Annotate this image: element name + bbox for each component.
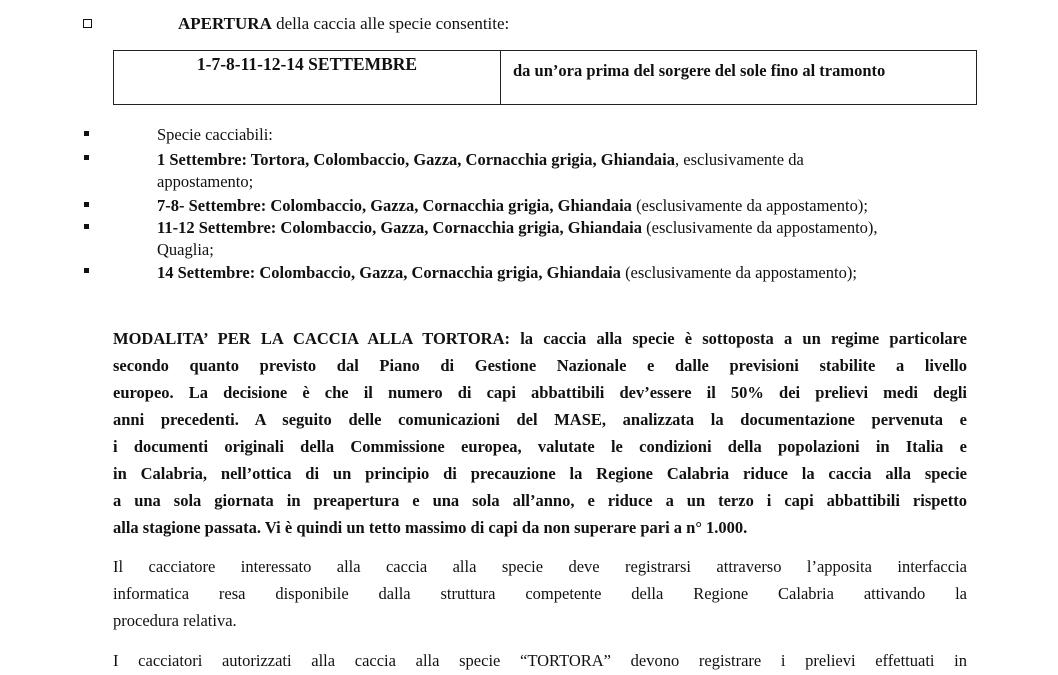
time-window-cell: da un’ora prima del sorgere del sole fino al tramonto xyxy=(513,61,886,80)
species-item-4-strong: 14 Settembre: Colombaccio, Gazza, Cornacchia grigia, Ghiandaia xyxy=(157,263,621,282)
species-item-3-continuation: Quaglia; xyxy=(157,240,214,259)
paragraph-line: informatica resa disponibile dalla struttura competente della Regione Calabria attivando la xyxy=(113,584,967,603)
paragraph-line: Il cacciatore interessato alla caccia alla specie deve registrarsi attraverso l’apposita interfaccia xyxy=(113,557,967,576)
paragraph-line: a una sola giornata in preapertura e una sola all’anno, e riduce a un terzo i capi abbattibili rispetto xyxy=(113,491,967,510)
square-bullet-icon xyxy=(84,268,89,273)
species-item-1-strong: 1 Settembre: Tortora, Colombaccio, Gazza, Cornacchia grigia, Ghiandaia xyxy=(157,150,676,169)
checkbox-bullet-icon xyxy=(83,19,92,28)
species-item-3-rest: (esclusivamente da appostamento), xyxy=(642,218,878,237)
apertura-heading xyxy=(178,14,509,34)
paragraph-harvest-recording xyxy=(113,647,967,674)
paragraph-line: anni precedenti. A seguito delle comunicazioni del MASE, analizzata la documentazione pervenuta e xyxy=(113,410,967,429)
paragraph-line: europeo. La decisione è che il numero di capi abbattibili dev’essere il 50% dei prelievi medi degli xyxy=(113,383,967,402)
paragraph-line: i documenti originali della Commissione europea, valutate le condizioni della popolazioni in Italia e xyxy=(113,437,967,456)
species-item-3-strong: 11-12 Settembre: Colombaccio, Gazza, Cornacchia grigia, Ghiandaia xyxy=(157,218,643,237)
square-bullet-icon xyxy=(84,131,89,136)
paragraph-line: in Calabria, nell’ottica di un principio di precauzione la Regione Calabria riduce la caccia alla specie xyxy=(113,464,967,483)
apertura-label-strong: APERTURA xyxy=(178,14,272,33)
dates-cell: 1-7-8-11-12-14 SETTEMBRE xyxy=(114,51,501,104)
species-item-3 xyxy=(157,218,878,238)
species-item-4 xyxy=(157,263,857,283)
square-bullet-icon xyxy=(84,202,89,207)
species-heading: Specie cacciabili: xyxy=(157,125,273,144)
species-item-2 xyxy=(157,196,868,216)
species-item-1-continuation: appostamento; xyxy=(157,172,254,191)
paragraph-tortora-rules xyxy=(113,325,967,541)
cropped-heading-remnant xyxy=(255,0,835,4)
apertura-label-rest: della caccia alle specie consentite: xyxy=(271,14,510,33)
species-item-1 xyxy=(157,150,804,170)
paragraph-line: secondo quanto previsto dal Piano di Gestione Nazionale e dalle previsioni stabilite a livello xyxy=(113,356,967,375)
paragraph-line: alla stagione passata. Vi è quindi un tetto massimo di capi da non superare pari a n° 1.000. xyxy=(113,518,748,537)
species-item-2-rest: (esclusivamente da appostamento); xyxy=(631,196,868,215)
species-item-2-strong: 7-8- Settembre: Colombaccio, Gazza, Cornacchia grigia, Ghiandaia xyxy=(157,196,632,215)
square-bullet-icon xyxy=(84,224,89,229)
paragraph-line: procedura relativa. xyxy=(113,611,237,630)
paragraph-line: MODALITA’ PER LA CACCIA ALLA TORTORA: la caccia alla specie è sottoposta a un regime particolare xyxy=(113,329,967,348)
square-bullet-icon xyxy=(84,155,89,160)
species-item-1-rest: , esclusivamente da xyxy=(675,150,804,169)
paragraph-line: I cacciatori autorizzati alla caccia alla specie “TORTORA” devono registrare i prelievi effettuati in xyxy=(113,651,967,670)
species-item-4-rest: (esclusivamente da appostamento); xyxy=(620,263,857,282)
paragraph-registration xyxy=(113,553,967,634)
dates-table xyxy=(113,50,977,105)
